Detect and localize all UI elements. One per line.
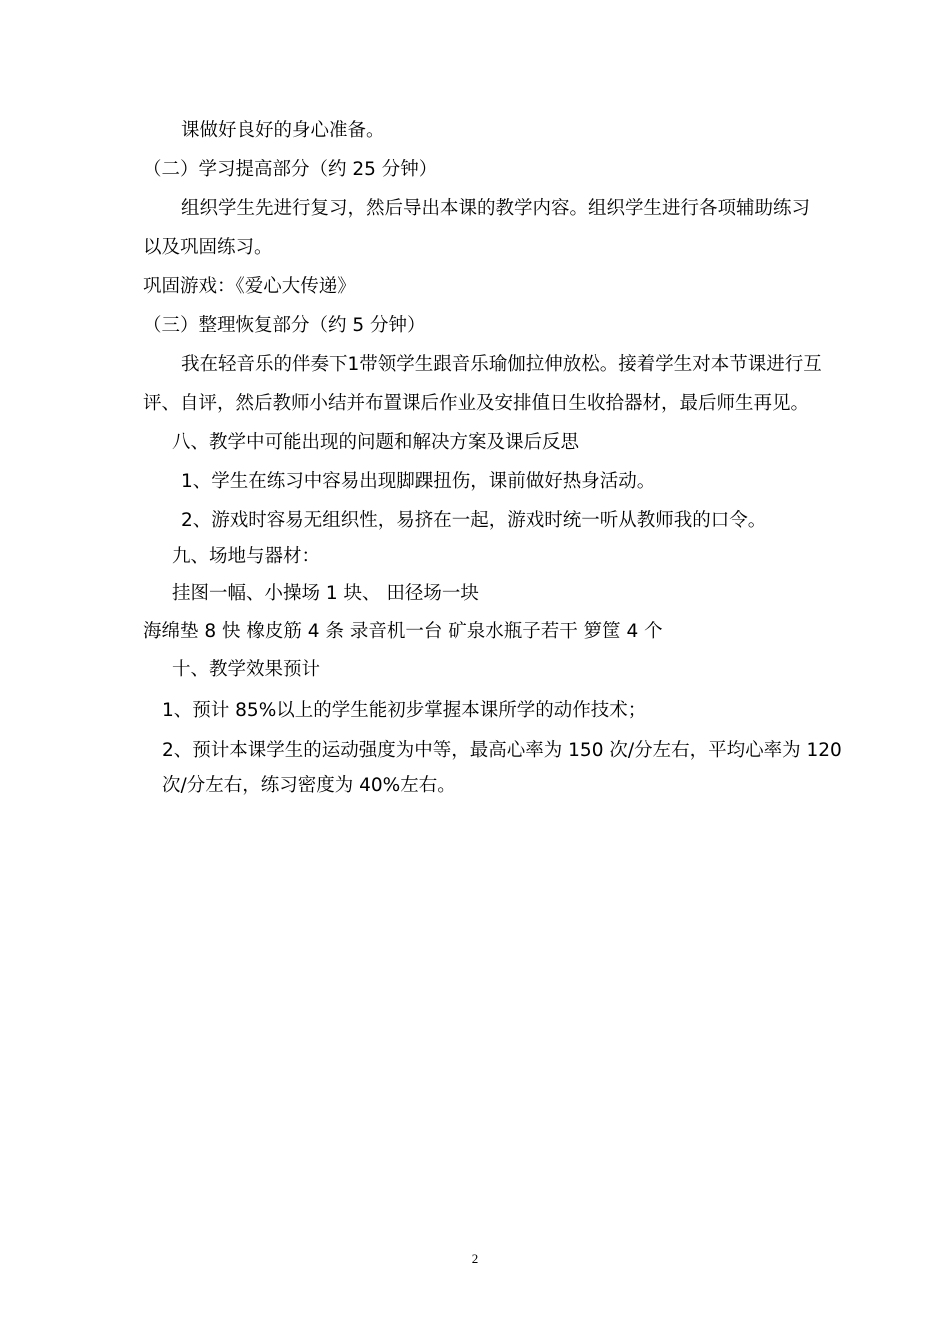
- section-heading: 九、场地与器材：: [172, 546, 321, 567]
- list-item: 1、预计 85%以上的学生能初步掌握本课所学的动作技术；: [162, 700, 647, 721]
- paragraph-line: 组织学生先进行复习，然后导出本课的教学内容。组织学生进行各项辅助练习: [181, 198, 811, 219]
- paragraph-line: 以及巩固练习。: [143, 237, 273, 258]
- section-heading: 十、教学效果预计: [172, 659, 321, 680]
- list-item: 2、游戏时容易无组织性，易挤在一起，游戏时统一听从教师我的口令。: [181, 510, 767, 531]
- paragraph-line: 挂图一幅、小操场 1 块、 田径场一块: [172, 583, 479, 604]
- paragraph-line: 评、自评，然后教师小结并布置课后作业及安排值日生收拾器材，最后师生再见。: [143, 393, 810, 414]
- section-heading: 八、教学中可能出现的问题和解决方案及课后反思: [172, 432, 580, 453]
- paragraph-line: 我在轻音乐的伴奏下1带领学生跟音乐瑜伽拉伸放松。接着学生对本节课进行互: [181, 354, 822, 375]
- section-heading: （三）整理恢复部分（约 5 分钟）: [143, 315, 426, 336]
- paragraph-line: 次/分左右，练习密度为 40%左右。: [162, 775, 456, 796]
- paragraph-line: 海绵垫 8 快 橡皮筋 4 条 录音机一台 矿泉水瓶子若干 箩筐 4 个: [143, 621, 663, 642]
- list-item: 1、学生在练习中容易出现脚踝扭伤，课前做好热身活动。: [181, 471, 656, 492]
- paragraph-line: 课做好良好的身心准备。: [181, 120, 385, 141]
- paragraph-line: 巩固游戏：《爱心大传递》: [143, 276, 356, 297]
- list-item: 2、预计本课学生的运动强度为中等，最高心率为 150 次/分左右，平均心率为 120: [162, 740, 842, 761]
- section-heading: （二）学习提高部分（约 25 分钟）: [143, 159, 438, 180]
- page-number: 2: [471, 1251, 479, 1266]
